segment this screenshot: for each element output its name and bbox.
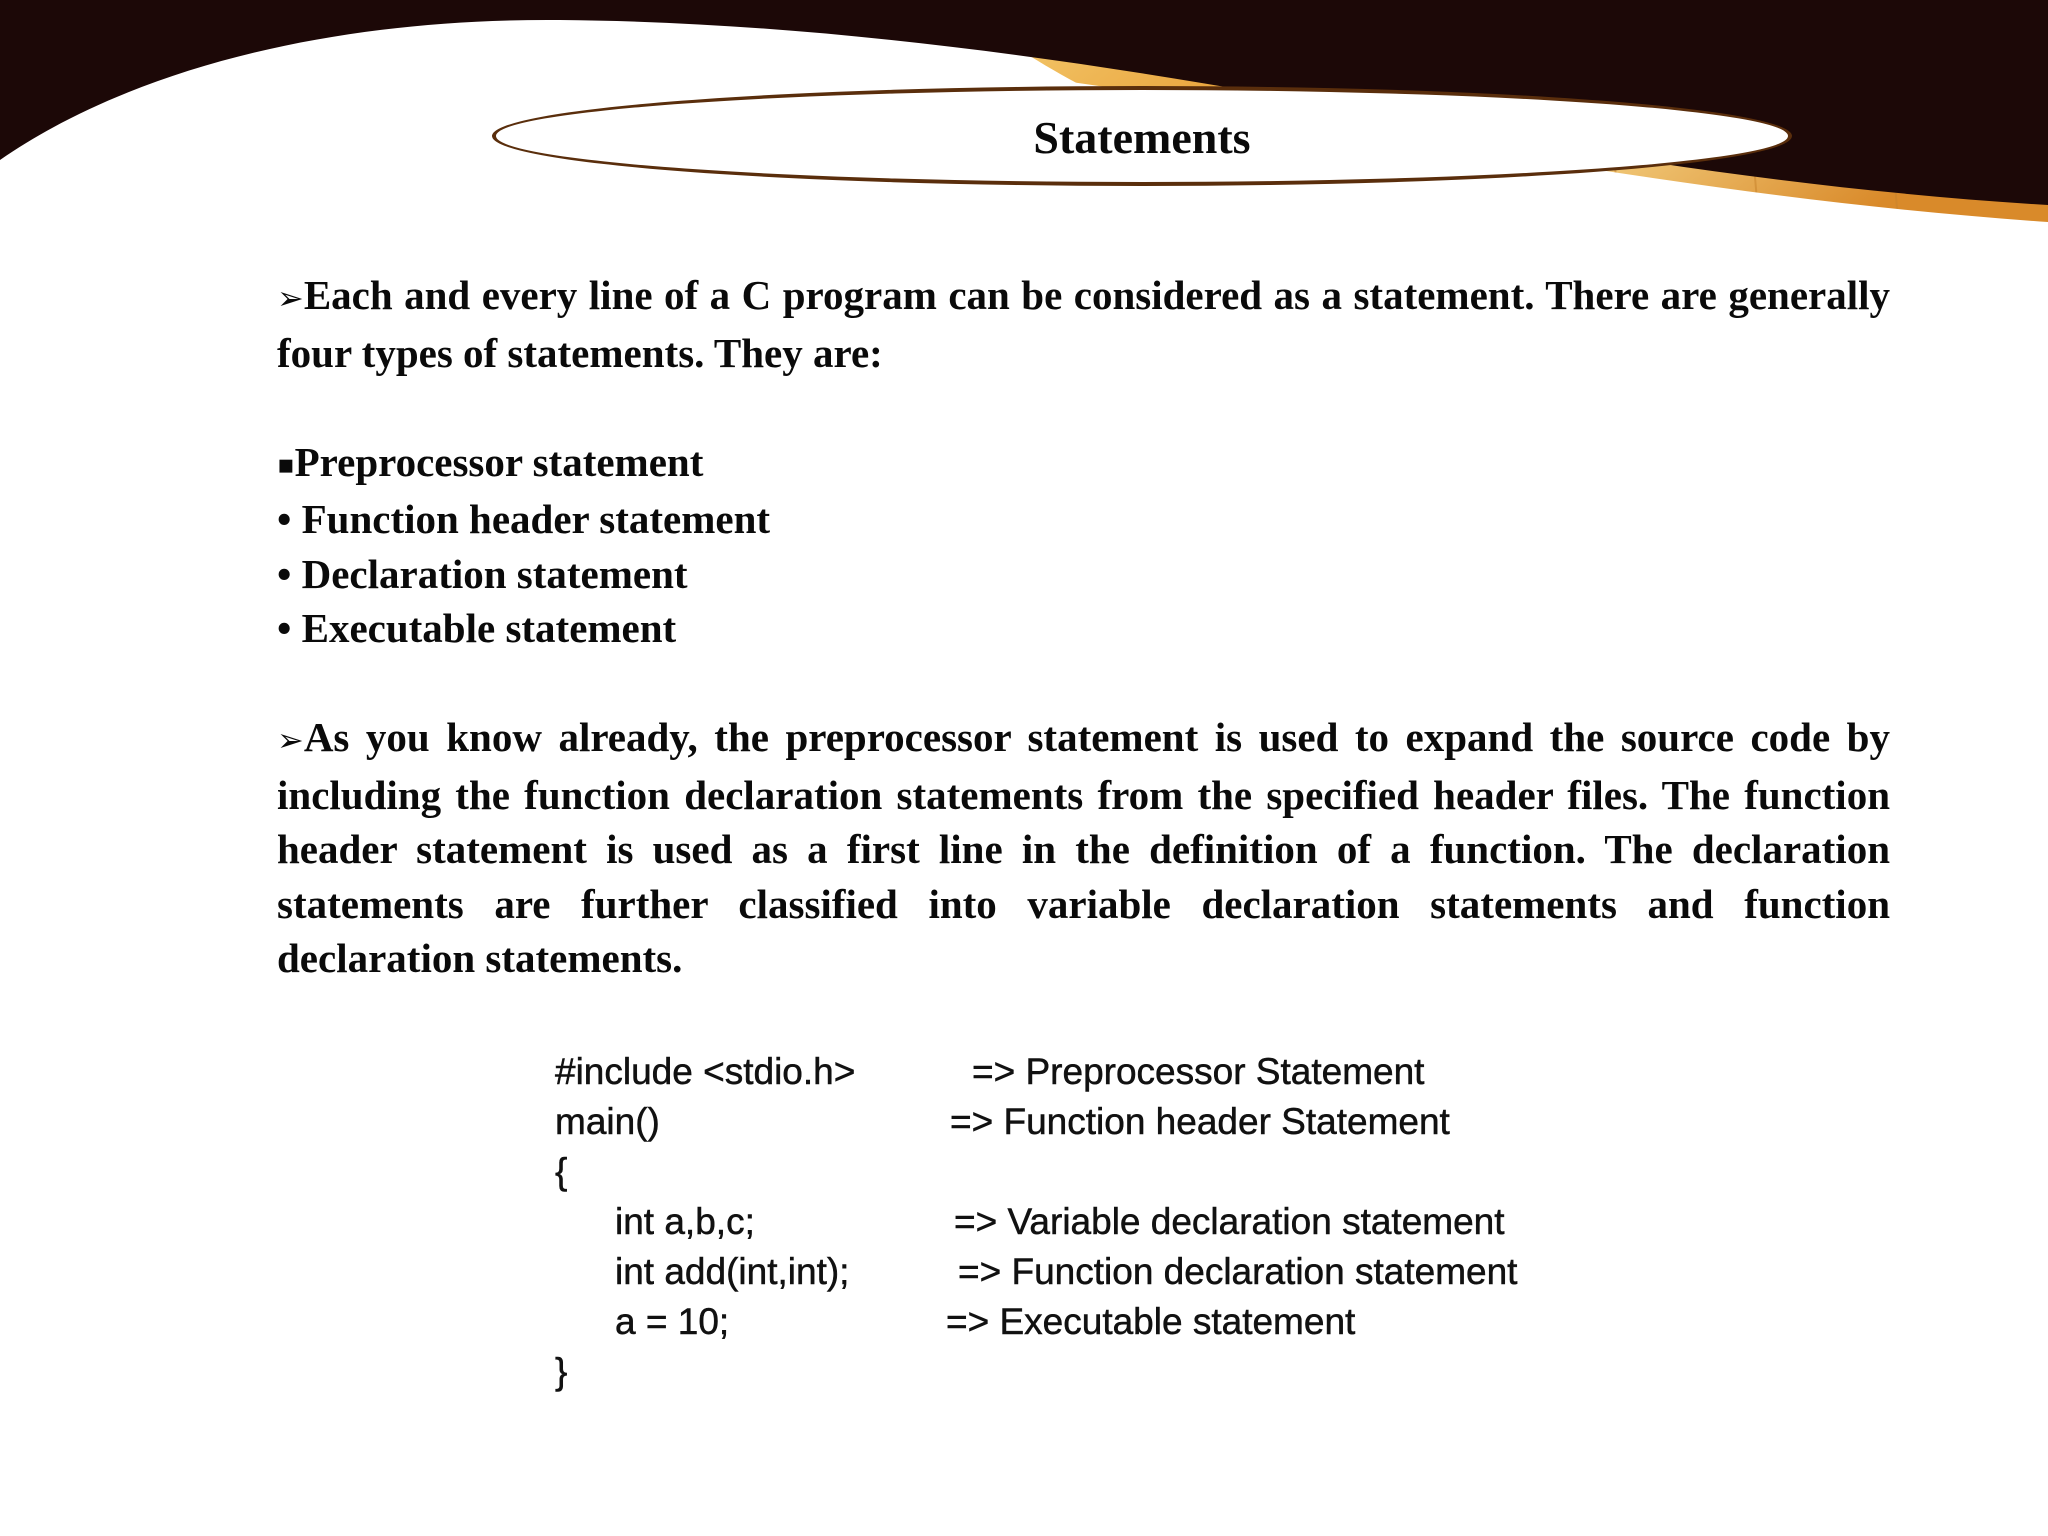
slide-content xyxy=(277,268,1890,986)
code-annotation: => Function declaration statement xyxy=(958,1251,1518,1292)
slide-title: Statements xyxy=(1033,112,1251,163)
round-bullet-icon: • xyxy=(277,496,292,542)
explanation-text: As you know already, the preprocessor statement is used to expand the source code by including the function declaration statements from the specified header files. The function header statement is used as a first line in the definition of a function. The declaration statements are further classified into variable declaration statements and function declaration statements. xyxy=(277,714,1890,981)
intro-paragraph xyxy=(277,268,1890,380)
code-annotation: => Executable statement xyxy=(946,1301,1356,1342)
explanation-paragraph xyxy=(277,710,1890,986)
list-item: • Function header statement xyxy=(277,496,771,542)
code-annotation: => Function header Statement xyxy=(950,1101,1450,1142)
square-bullet-icon: ▪ xyxy=(277,449,295,480)
intro-text: Each and every line of a C program can be considered as a statement. There are generally four types of statements. They are: xyxy=(277,272,1890,376)
code-line: { xyxy=(555,1151,568,1192)
statement-types-list xyxy=(277,435,1890,656)
code-annotation: => Preprocessor Statement xyxy=(972,1051,1425,1092)
code-line: int add(int,int); xyxy=(615,1251,850,1292)
code-line: main() xyxy=(555,1101,660,1142)
code-line: int a,b,c; xyxy=(615,1201,755,1242)
code-line: } xyxy=(555,1351,568,1392)
arrow-bullet-icon: ➢ xyxy=(277,721,304,759)
code-annotation: => Variable declaration statement xyxy=(954,1201,1505,1242)
round-bullet-icon: • xyxy=(277,605,292,651)
code-example-figure xyxy=(540,1048,1620,1418)
list-item: ▪Preprocessor statement xyxy=(277,438,704,485)
list-item: • Executable statement xyxy=(277,605,677,651)
arrow-bullet-icon: ➢ xyxy=(277,279,304,317)
list-item: • Declaration statement xyxy=(277,550,688,597)
code-line: a = 10; xyxy=(615,1301,730,1342)
code-example-svg xyxy=(540,1048,1620,1418)
round-bullet-icon: • xyxy=(277,550,292,597)
code-line: #include <stdio.h> xyxy=(555,1051,856,1092)
